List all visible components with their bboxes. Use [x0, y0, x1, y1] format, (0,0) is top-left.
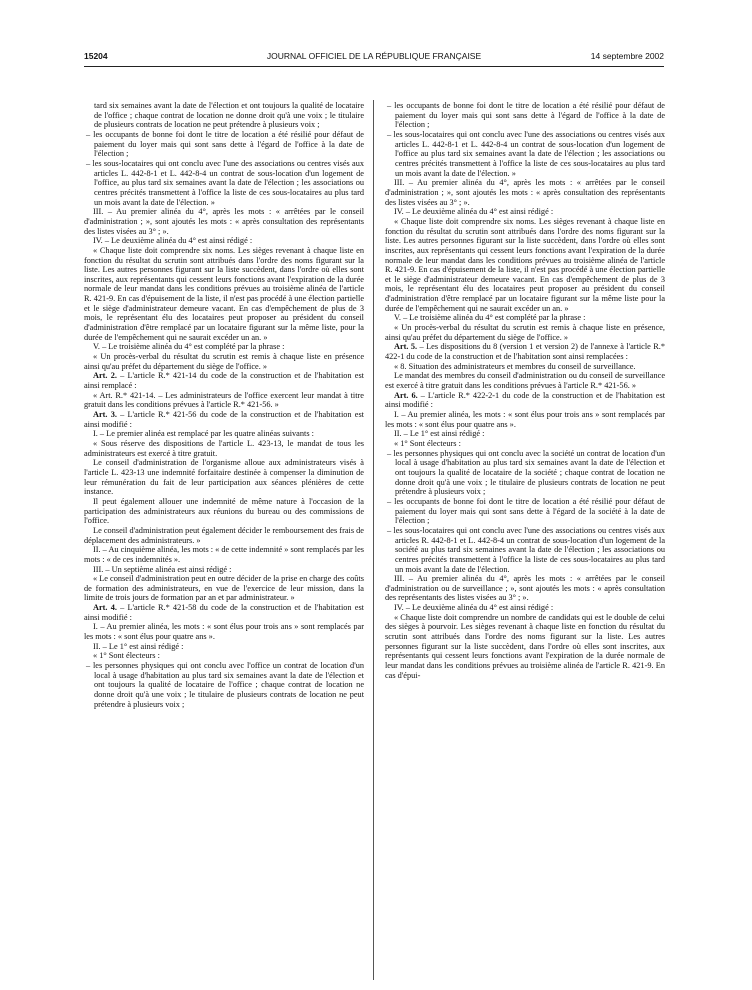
publication-date: 14 septembre 2002: [590, 51, 664, 61]
paragraph: – les sous-locataires qui ont conclu avec l'une des associations ou centres visés aux articles L. 442-8-1 et L. 442-8-4 un contrat de sous-location d'un logement de l'office au plus tard six semaines avant la date de l'élection ; les associations ou centres précités transmettent à l'office la liste de ces sous-locataires au plus tard un mois avant la date de l'élection. »: [387, 129, 665, 178]
paragraph: V. – Le troisième alinéa du 4° est complété par la phrase :: [394, 313, 586, 323]
paragraph: I. – Au premier alinéa, les mots : « sont élus pour trois ans » sont remplacés par les mots : « sont élus pour quatre ans ».: [84, 622, 364, 642]
paragraph: Le conseil d'administration de l'organisme alloue aux administrateurs visés à l'article L. 423-13 une indemnité forfaitaire destinée à compenser la diminution de leur rémunération du fait de leur participation aux séances plénières de cette instance.: [84, 458, 364, 497]
paragraph: III. – Un septième alinéa est ainsi rédigé :: [93, 564, 232, 574]
paragraph: II. – Le 1° est ainsi rédigé :: [394, 429, 485, 439]
page-number: 15204: [84, 51, 108, 61]
paragraph: I. – Au premier alinéa, les mots : « sont élus pour trois ans » sont remplacés par les mots : « sont élus pour quatre ans ».: [385, 410, 665, 429]
article-number: Art. 5.: [394, 342, 418, 352]
paragraph: Art. 6. – L'article R.* 422-2-1 du code de la construction et de l'habitation est ainsi modifié :: [385, 390, 665, 410]
article-heading: [84, 603, 364, 622]
paragraph: « Un procès-verbal du résultat du scrutin est remis à chaque liste en présence ainsi qu'au préfet du département du siège de l'office. »: [84, 352, 364, 371]
article-heading: [385, 391, 665, 410]
article-number: Art. 6.: [394, 390, 418, 400]
paragraph: III. – Au premier alinéa du 4°, après les mots : « arrêtées par le conseil d'administration ; », sont ajoutés les mots : « après consultation des représentants des listes visées au 3° ; ».: [385, 178, 665, 207]
paragraph: – les occupants de bonne foi dont le titre de location a été résilié pour défaut de paiement du loyer mais qui sont sans dette à l'égard de l'office à la date de l'élection ;: [387, 101, 665, 130]
article-heading: [84, 371, 364, 390]
paragraph: Il peut également allouer une indemnité de même nature à l'occasion de la participation des administrateurs aux réunions du bureau ou des commissions de l'office.: [84, 496, 364, 526]
article-heading: [84, 410, 364, 429]
paragraph: V. – Le troisième alinéa du 4° est complété par la phrase :: [93, 342, 285, 352]
paragraph: Art. 2. – L'article R.* 421-14 du code de la construction et de l'habitation est ainsi remplacé :: [84, 371, 364, 391]
paragraph: « 1° Sont électeurs :: [394, 438, 461, 448]
paragraph: IV. – Le deuxième alinéa du 4° est ainsi rédigé :: [394, 207, 554, 217]
paragraph: « Chaque liste doit comprendre six noms. Les sièges revenant à chaque liste en fonction du résultat du scrutin sont attribués dans l'ordre des noms figurant sur la liste. Les autres personnes figurant sur la liste succèdent, dans l'ordre où elles sont inscrites, aux représentants qui cessent leurs fonctions avant l'expiration de la durée normale de leur mandat dans les conditions prévues au troisième alinéa de l'article R. 421-9. En cas d'épuisement de la liste, il n'est pas procédé à une élection partielle et le siège d'administrateur demeure vacant. En cas d'empêchement de plus de 3 mois, le représentant élu des locataires peut proposer au président du conseil d'administration d'être remplacé par un locataire figurant sur la même liste pour la durée de l'empêchement qui ne saurait excéder un an. »: [385, 216, 665, 313]
right-column: [385, 101, 665, 680]
paragraph: « Sous réserve des dispositions de l'article L. 423-13, le mandat de tous les administrateurs est exercé à titre gratuit.: [84, 438, 364, 458]
paragraph: II. – Au cinquième alinéa, les mots : « de cette indemnité » sont remplacés par les mots : « de ces indemnités ».: [84, 545, 364, 564]
article-number: Art. 3.: [93, 410, 117, 419]
paragraph: Le mandat des membres du conseil d'administration ou du conseil de surveillance est exercé à titre gratuit dans les conditions prévues à l'article R.* 421-56. »: [385, 371, 665, 391]
paragraph: IV. – Le deuxième alinéa du 4° est ainsi rédigé :: [394, 603, 554, 613]
paragraph: Art. 4. – L'article R.* 421-58 du code de la construction et de l'habitation est ainsi modifié :: [84, 603, 364, 622]
paragraph: II. – Le 1° est ainsi rédigé :: [93, 641, 184, 651]
paragraph: « 1° Sont électeurs :: [93, 651, 160, 661]
article-number: Art. 4.: [93, 603, 117, 613]
paragraph: – les personnes physiques qui ont conclu avec la société un contrat de location d'un local à usage d'habitation au plus tard six semaines avant la date de l'élection et ont toujours la qualité de locataire de la société ; chaque contrat de location ne donne droit qu'à une voix ; le titulaire de plusieurs contrats de location ne peut prétendre à plusieurs voix ;: [387, 448, 665, 497]
paragraph: – les personnes physiques qui ont conclu avec l'office un contrat de location d'un local à usage d'habitation au plus tard six semaines avant la date de l'élection et ont toujours la qualité de locataire de l'office ; chaque contrat de location ne donne droit qu'à une voix ; le titulaire de plusieurs contrats de location ne peut prétendre à plusieurs voix ;: [86, 661, 364, 709]
paragraph: – les sous-locataires qui ont conclu avec l'une des associations ou centres visés aux articles L. 442-8-1 et L. 442-8-4 un contrat de sous-location d'un logement de l'office, au plus tard six semaines avant la date de l'élection ; les associations ou centres précités transmettent à l'office la liste de ces sous-locataires au plus tard un mois avant la date de l'élection. »: [86, 158, 364, 207]
paragraph: « 8. Situation des administrateurs et membres du conseil de surveillance.: [394, 361, 636, 371]
left-column: [84, 101, 364, 709]
paragraph: Art. 5. – Les dispositions du 8 (version 1 et version 2) de l'annexe à l'article R.* 422-1 du code de la construction et de l'habitation sont ainsi remplacées :: [385, 342, 666, 362]
paragraph: Le conseil d'administration peut également décider le remboursement des frais de déplacement des administrateurs. »: [84, 525, 364, 545]
page-header: [84, 51, 664, 65]
paragraph: « Chaque liste doit comprendre six noms. Les sièges revenant à chaque liste en fonction du résultat du scrutin sont attribués dans l'ordre des noms figurant sur la liste. Les autres personnes figurant sur la liste succèdent, dans l'ordre où elles sont inscrites, aux représentants qui cessent leurs fonctions avant l'expiration de la durée normale de leur mandat dans les conditions prévues au troisième alinéa de l'article R. 421-9. En cas d'épuisement de la liste, il n'est pas procédé à une élection partielle et le siège d'administrateur demeure vacant. En cas d'empêchement de plus de 3 mois, le représentant élu des locataires peut proposer au président du conseil d'administration d'être remplacé par un locataire figurant sur la même liste, pour la durée de l'empêchement qui ne saurait excéder un an. »: [84, 245, 364, 342]
paragraph: – les occupants de bonne foi dont le titre de location a été résilié pour défaut de paiement du loyer mais qui sont sans dette à l'égard de l'office à la date de l'élection ;: [86, 129, 364, 159]
article-number: Art. 2.: [93, 371, 117, 381]
journal-title: JOURNAL OFFICIEL DE LA RÉPUBLIQUE FRANÇAISE: [266, 51, 482, 61]
paragraph: « Un procès-verbal du résultat du scrutin est remis à chaque liste en présence, ainsi qu'au préfet du département du siège de l'office. »: [385, 323, 665, 342]
paragraph: IV. – Le deuxième alinéa du 4° est ainsi rédigé :: [93, 236, 253, 246]
paragraph: « Art. R.* 421-14. – Les administrateurs de l'office exercent leur mandat à titre gratuit dans les conditions prévues à l'article R.* 421-56. »: [84, 390, 364, 410]
paragraph: I. – Le premier alinéa est remplacé par les quatre alinéas suivants :: [93, 429, 314, 439]
paragraph: Art. 3. – L'article R.* 421-56 du code de la construction et de l'habitation est ainsi modifié :: [84, 410, 364, 429]
paragraph: « Chaque liste doit comprendre un nombre de candidats qui est le double de celui des sièges à pourvoir. Les sièges revenant à chaque liste en fonction du résultat du scrutin sont attribués dans l'ordre des noms figurant sur la liste. Les autres personnes figurant sur la liste succèdent, dans l'ordre où elles sont inscrites, aux représentants qui cessent leurs fonctions avant l'expiration de la durée normale de leur mandat dans les conditions prévues au troisième alinéa de l'article R. 421-9. En cas d'épui-: [385, 612, 665, 680]
paragraph: tard six semaines avant la date de l'élection et ont toujours la qualité de locataire de l'office ; chaque contrat de location ne donne droit qu'à une voix ; le titulaire de plusieurs contrats de location ne peut prétendre à plusieurs voix ;: [94, 101, 364, 130]
article-heading: [385, 342, 665, 361]
paragraph: III. – Au premier alinéa du 4°, après les mots : « arrêtées par le conseil d'administration ou de surveillance ; », sont ajoutés les mots : « après consultation des représentants des listes visées au 3° ; ».: [385, 574, 665, 603]
paragraph: – les sous-locataires qui ont conclu avec l'une des associations ou centres visés aux articles R. 442-8-1 et L. 442-8-4 un contrat de sous-location d'un logement de la société au plus tard six semaines avant la date de l'élection ; les associations ou centres précités transmettent à l'office la liste de ces sous-locataires au plus tard un mois avant la date de l'élection.: [387, 525, 665, 574]
paragraph: III. – Au premier alinéa du 4°, après les mots : « arrêtées par le conseil d'administration ; », sont ajoutés les mots : « après consultation des représentants des listes visées au 3° ; ».: [84, 207, 364, 236]
column-divider: [373, 100, 374, 980]
header-rule: [84, 66, 664, 67]
paragraph: « Le conseil d'administration peut en outre décider de la prise en charge des coûts de formation des administrateurs, en vue de l'exercice de leur mission, dans la limite de trois jours de formation par an et par administrateur. »: [84, 574, 364, 603]
paragraph: – les occupants de bonne foi dont le titre de location a été résilié pour défaut de paiement du loyer mais qui sont sans dette à l'égard de la société à la date de l'élection ;: [387, 496, 665, 526]
